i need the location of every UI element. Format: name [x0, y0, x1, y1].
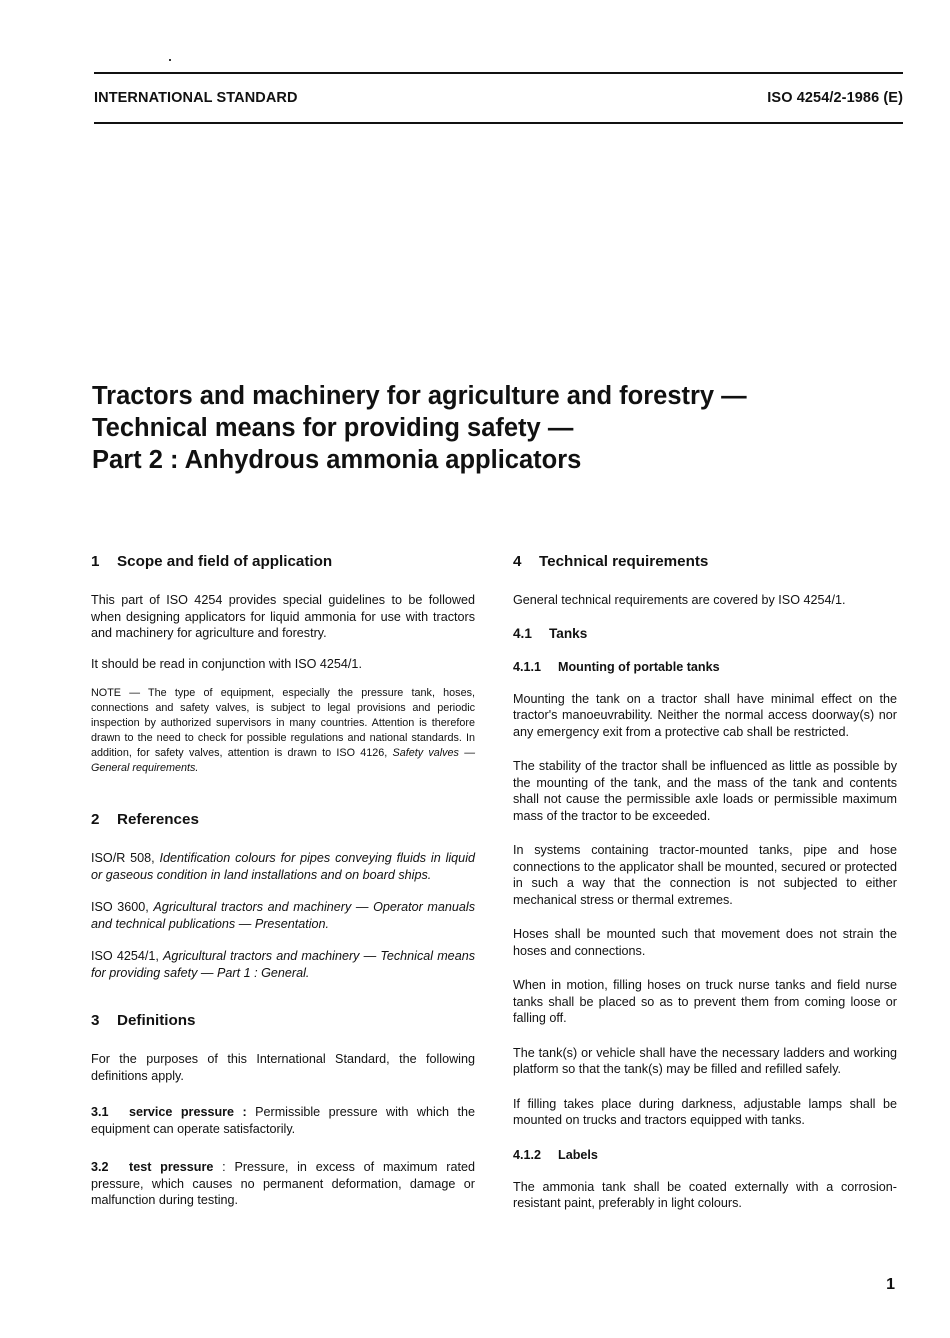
- reference-item: [91, 899, 475, 932]
- note: [91, 686, 475, 776]
- paragraph: This part of ISO 4254 provides special guidelines to be followed when designing applicators for liquid ammonia for use with tractors and machinery for agriculture and forestry.: [91, 593, 475, 640]
- paragraph: Hoses shall be mounted such that movement does not strain the hoses and connections.: [513, 927, 897, 958]
- definition-item: [91, 1104, 475, 1137]
- section-4-1-1-heading: [513, 659, 897, 675]
- paragraph: The tank(s) or vehicle shall have the necessary ladders and working platform so that the tank(s) may be filled and refilled safely.: [513, 1045, 897, 1076]
- reference-item: [91, 948, 475, 981]
- reference-code: ISO 4254/1,: [91, 949, 163, 963]
- right-column: [513, 552, 897, 1226]
- section-title: Scope and field of application: [117, 553, 333, 570]
- definition-term: service pressure :: [129, 1105, 247, 1119]
- title-line-2: Technical means for providing safety —: [92, 414, 574, 442]
- paragraph: If filling takes place during darkness, adjustable lamps shall be mounted on trucks and tractors equipped with tanks.: [513, 1096, 897, 1127]
- note-text: NOTE — The type of equipment, especially the pressure tank, hoses, connections and safety valves, is subject to legal provisions and periodic inspection by authorized supervisors in many countries. Attention is therefore drawn to the need to check for possible regulations and national standards. In addition, for safety valves, attention is drawn to ISO 4126,: [91, 687, 475, 759]
- section-2-heading: [91, 810, 475, 830]
- definition-text: Permissible pressure with which the equipment can operate satisfactorily.: [91, 1105, 475, 1136]
- section-number: 4.1: [513, 625, 532, 641]
- paragraph: It should be read in conjunction with ISO 4254/1.: [91, 656, 362, 671]
- title-line-1: Tractors and machinery for agriculture and forestry —: [92, 382, 747, 410]
- paragraph: For the purposes of this International Standard, the following definitions apply.: [91, 1052, 475, 1083]
- reference-title: Identification colours for pipes conveying fluids in liquid or gaseous condition in land installations and on board ships.: [91, 851, 475, 882]
- section-number: 1: [91, 553, 100, 570]
- paragraph: Mounting the tank on a tractor shall have minimal effect on the tractor's manoeuvrability. Neither the normal access doorway(s) nor any emergency exit from a protective cab shall be restricted.: [513, 691, 897, 739]
- title-line-3: Part 2 : Anhydrous ammonia applicators: [92, 446, 582, 474]
- definition-item: [91, 1159, 475, 1209]
- document-type-label: INTERNATIONAL STANDARD: [94, 90, 298, 106]
- section-3-heading: [91, 1011, 475, 1031]
- section-number: 4.1.1: [513, 659, 542, 674]
- section-title: Technical requirements: [539, 553, 709, 570]
- document-reference: ISO 4254/2-1986 (E): [767, 90, 903, 106]
- definition-number: 3.1: [91, 1105, 109, 1119]
- section-4-heading: [513, 552, 897, 572]
- paragraph: In systems containing tractor-mounted tanks, pipe and hose connections to the applicator shall be mounted, secured or protected in such a way that the connection is not subjected to either mechanical stress or thermal extremes.: [513, 843, 897, 907]
- header-bottom-rule: [94, 122, 903, 124]
- left-column: [91, 552, 475, 1223]
- section-number: 2: [91, 811, 100, 828]
- paragraph: The stability of the tractor shall be influenced as little as possible by the mounting of the tank, and the mass of the tank and contents shall not cause the permissible axle loads or permissible maximum mass of the tractor to be exceeded.: [513, 759, 897, 823]
- reference-item: [91, 850, 475, 883]
- paragraph: The ammonia tank shall be coated externally with a corrosion-resistant paint, preferably in light colours.: [513, 1179, 897, 1210]
- note-reference-title: Safety valves — General requirements.: [91, 747, 475, 774]
- section-1-heading: [91, 552, 475, 572]
- section-title: Labels: [558, 1147, 598, 1162]
- section-number: 3: [91, 1012, 100, 1029]
- paragraph: General technical requirements are covered by ISO 4254/1.: [513, 593, 846, 607]
- section-title: Tanks: [549, 625, 588, 641]
- reference-code: ISO/R 508,: [91, 851, 160, 865]
- section-title: Definitions: [117, 1012, 196, 1029]
- header-top-rule: [94, 72, 903, 74]
- section-4-1-2-heading: [513, 1147, 897, 1163]
- document-title: [92, 380, 892, 476]
- definition-number: 3.2: [91, 1160, 109, 1174]
- page-number: 1: [886, 1276, 895, 1293]
- reference-title: Agricultural tractors and machinery — Operator manuals and technical publications — Presentation.: [91, 900, 475, 931]
- section-title: Mounting of portable tanks: [558, 659, 720, 674]
- paragraph: When in motion, filling hoses on truck nurse tanks and field nurse tanks shall be placed so as to prevent them from coming loose or falling off.: [513, 978, 897, 1025]
- reference-code: ISO 3600,: [91, 900, 154, 914]
- reference-title: Agricultural tractors and machinery — Technical means for providing safety — Part 1 : General.: [91, 949, 475, 980]
- section-number: 4: [513, 553, 522, 570]
- scan-speck: [169, 59, 171, 61]
- definition-term: test pressure: [129, 1160, 214, 1174]
- section-number: 4.1.2: [513, 1147, 542, 1162]
- definition-text: : Pressure, in excess of maximum rated pressure, which causes no permanent deformation, damage or malfunction during testing.: [91, 1160, 475, 1207]
- section-title: References: [117, 811, 199, 828]
- section-4-1-heading: [513, 625, 897, 643]
